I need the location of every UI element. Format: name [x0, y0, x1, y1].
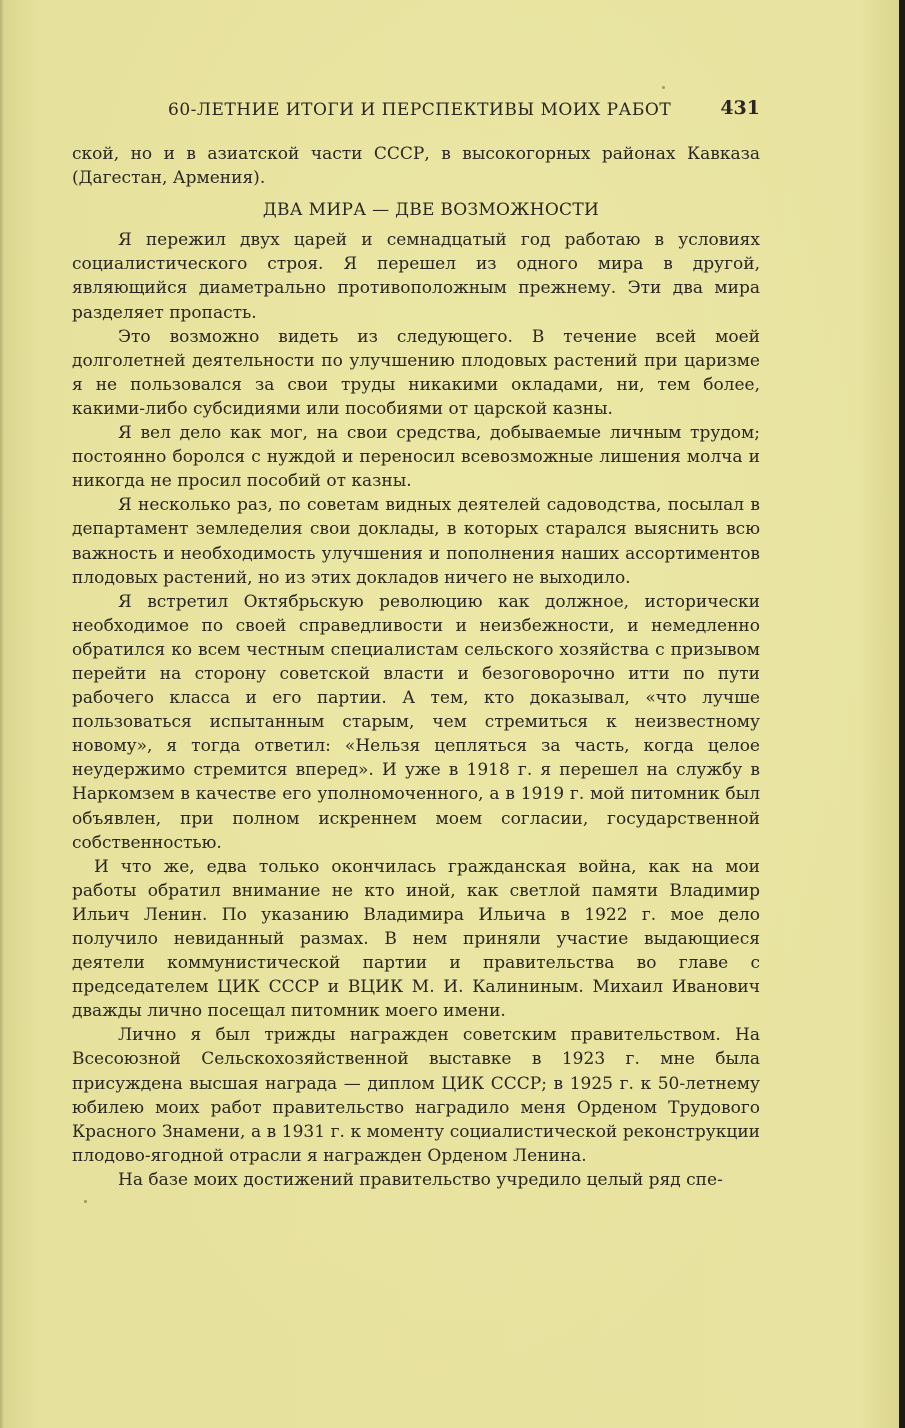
section-heading: ДВА МИРА — ДВЕ ВОЗМОЖНОСТИ [262, 200, 600, 221]
page-number: 431 [720, 97, 760, 119]
paragraph: На базе моих достижений правительство учредило целый ряд спе- [118, 1169, 723, 1190]
paragraph: Я пережил двух царей и семнадцатый год работаю в условиях социалистического строя. Я перешел из одного мира в другой, являющийся диаметрально противоположным прежнему. Эти два мира разделяет пропасть. [72, 230, 760, 323]
continuation-paragraph: ской, но и в азиатской части СССР, в высокогорных районах Кавказа (Дагестан, Армения). [72, 144, 760, 189]
page-edge [899, 0, 905, 1428]
paragraph: Я вел дело как мог, на свои средства, добываемые личным трудом; постоянно боролся с нуждой и переносил всевозможные лишения молча и никогда не просил пособий от казны. [72, 423, 760, 492]
paragraph: Лично я был трижды награжден советским правительством. На Всесоюзной Сельскохозяйственной выставке в 1923 г. мне была присуждена высшая награда — диплом ЦИК СССР; в 1925 г. к 50-летнему юбилею моих работ правительство наградило меня Орденом Трудового Красного Знамени, а в 1931 г. к моменту социалистической реконструкции плодово-ягодной отрасли я награжден Орденом Ленина. [72, 1025, 760, 1166]
paper-speck [662, 86, 665, 89]
paper-speck [84, 1200, 87, 1203]
body-text [72, 142, 760, 1192]
paragraph: Это возможно видеть из следующего. В течение всей моей долголетней деятельности по улучшению плодовых растений при царизме я не пользовался за свои труды никакими окладами, ни, тем более, какими-либо субсидиями или пособиями от царской казны. [72, 326, 760, 419]
page-gutter-shadow [0, 0, 4, 1428]
paragraph: Я несколько раз, по советам видных деятелей садоводства, посылал в департамент земледелия свои доклады, в которых старался выяснить всю важность и необходимость улучшения и пополнения наших ассортиментов плодовых растений, но из этих докладов ничего не выходило. [72, 495, 760, 588]
paragraph: Я встретил Октябрьскую революцию как должное, исторически необходимое по своей справедливости и неизбежности, и немедленно обратился ко всем честным специалистам сельского хозяйства с призывом перейти на сторону советской власти и безоговорочно итти по пути рабочего класса и его партии. А тем, кто доказывал, «что лучше пользоваться испытанным старым, чем стремиться к неизвестному новому», я тогда ответил: «Нельзя цепляться за часть, когда целое неудержимо стремится вперед». И уже в 1918 г. я перешел на службу в Наркомзем в качестве его уполномоченного, а в 1919 г. мой питомник был объявлен, при полном искреннем моем согласии, государственной собственностью. [72, 591, 760, 853]
paragraph: И что же, едва только окончилась гражданская война, как на мои работы обратил внимание не кто иной, как светлой памяти Владимир Ильич Ленин. По указанию Владимира Ильича в 1922 г. мое дело получило невиданный размах. В нем приняли участие выдающиеся деятели коммунистической партии и правительства во главе с председателем ЦИК СССР и ВЦИК М. И. Калининым. Михаил Иванович дважды лично посещал питомник моего имени. [72, 856, 760, 1022]
running-title: 60-ЛЕТНИЕ ИТОГИ И ПЕРСПЕКТИВЫ МОИХ РАБОТ [168, 100, 672, 120]
running-head [72, 97, 762, 123]
